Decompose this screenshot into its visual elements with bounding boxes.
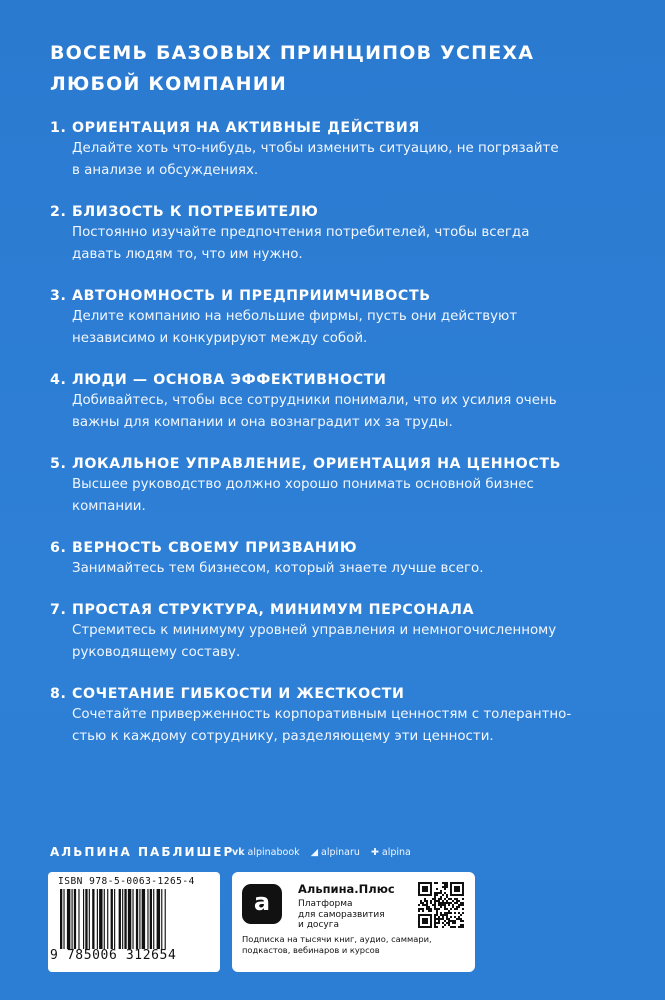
qr-module: [436, 908, 438, 910]
qr-module: [440, 898, 442, 900]
qr-module: [460, 902, 462, 904]
principle-text-line: компании.: [72, 499, 146, 514]
principle-text: [72, 306, 592, 350]
qr-module: [450, 920, 452, 922]
qr-module: [438, 892, 440, 894]
principle-text-line: Делайте хоть что-нибудь, чтобы изменить ситуацию, не погрязайте: [72, 141, 559, 156]
qr-module: [462, 902, 464, 904]
qr-module: [438, 898, 440, 900]
barcode-bar: [124, 889, 126, 949]
principle-6: [50, 538, 610, 580]
barcode-panel: [48, 872, 220, 972]
isbn-label: ISBN 978-5-0063-1265-4: [58, 876, 195, 887]
principle-title: 2. БЛИЗОСТЬ К ПОТРЕБИТЕЛЮ: [50, 204, 319, 220]
qr-module: [448, 910, 450, 912]
principle-text: [72, 620, 592, 664]
qr-module: [426, 904, 428, 906]
qr-module: [450, 916, 452, 918]
barcode-bar: [83, 889, 84, 949]
qr-module: [426, 900, 428, 902]
qr-module: [446, 922, 448, 924]
barcode-bar: [139, 889, 140, 949]
qr-module: [430, 882, 432, 896]
qr-module: [436, 894, 438, 896]
principle-text: [72, 390, 592, 434]
qr-module: [432, 898, 434, 900]
qr-module: [444, 904, 446, 906]
qr-module: [444, 882, 446, 884]
qr-module: [458, 906, 460, 908]
qr-module: [458, 926, 460, 928]
qr-module: [426, 906, 428, 908]
barcode-bar: [161, 889, 162, 949]
barcode-bar: [128, 889, 131, 949]
barcode-image: [60, 889, 210, 949]
qr-module: [434, 920, 436, 922]
barcode-bar: [107, 889, 108, 949]
barcode-bar: [67, 889, 70, 949]
principle-text-line: давать людям то, что им нужно.: [72, 247, 303, 262]
barcode-bar: [111, 889, 113, 949]
qr-module: [420, 908, 422, 910]
qr-code-icon[interactable]: [416, 880, 466, 930]
qr-module: [454, 920, 456, 922]
qr-module: [442, 904, 444, 906]
qr-module: [448, 920, 450, 922]
qr-module: [444, 888, 446, 890]
qr-module: [442, 918, 444, 920]
barcode-bar: [92, 889, 94, 949]
qr-module: [452, 926, 454, 928]
qr-module: [460, 918, 462, 920]
qr-module: [434, 926, 436, 928]
qr-module: [434, 902, 436, 904]
qr-module: [446, 894, 448, 896]
qr-module: [444, 884, 446, 886]
principle-text-line: в анализе и обсуждениях.: [72, 163, 259, 178]
qr-module: [444, 924, 446, 926]
qr-module: [418, 910, 420, 912]
qr-module: [436, 900, 438, 902]
barcode-bar: [142, 889, 145, 949]
qr-module: [420, 900, 422, 902]
principle-5: [50, 454, 610, 518]
qr-module: [462, 898, 464, 900]
qr-module: [454, 886, 460, 892]
qr-module: [426, 908, 428, 910]
barcode-bar: [122, 889, 123, 949]
social-link-plus[interactable]: [371, 847, 411, 858]
principle-text-line: Сочетайте приверженность корпоративным ценностям с толерантно-: [72, 707, 572, 722]
publisher-logo: АЛЬПИНА ПАБЛИШЕР: [50, 845, 235, 859]
barcode-bar: [104, 889, 105, 949]
qr-module: [418, 904, 420, 906]
qr-module: [430, 900, 432, 902]
qr-module: [442, 926, 444, 928]
social-link-vk[interactable]: [232, 847, 303, 858]
qr-module: [446, 912, 448, 914]
qr-module: [444, 908, 446, 910]
principle-text-line: Добивайтесь, чтобы все сотрудники понимали, что их усилия очень: [72, 393, 557, 408]
qr-module: [436, 892, 438, 894]
qr-module: [450, 908, 452, 910]
barcode-bar: [147, 889, 148, 949]
qr-module: [440, 892, 442, 894]
principle-2: [50, 202, 610, 266]
qr-module: [462, 908, 464, 910]
qr-module: [446, 914, 448, 916]
cover-heading-line-1: ВОСЕМЬ БАЗОВЫХ ПРИНЦИПОВ УСПЕХА: [50, 42, 535, 64]
qr-module: [428, 910, 430, 912]
qr-module: [444, 886, 446, 888]
qr-module: [422, 886, 428, 892]
qr-module: [440, 914, 442, 916]
principle-title: 8. СОЧЕТАНИЕ ГИБКОСТИ И ЖЕСТКОСТИ: [50, 686, 405, 702]
qr-module: [424, 904, 426, 906]
qr-module: [442, 914, 444, 916]
qr-module: [456, 906, 458, 908]
qr-module: [418, 926, 432, 928]
qr-module: [446, 900, 448, 902]
qr-module: [438, 900, 440, 902]
qr-module: [430, 914, 432, 928]
barcode-bar: [99, 889, 102, 949]
qr-module: [440, 906, 442, 908]
qr-module: [424, 900, 426, 902]
cover-heading: [50, 38, 570, 100]
qr-module: [436, 922, 438, 924]
qr-module: [460, 914, 462, 916]
qr-module: [458, 900, 460, 902]
qr-module: [450, 912, 452, 914]
vk-icon: vk: [232, 847, 245, 858]
principle-text-line: Занимайтесь тем бизнесом, который знаете лучше всего.: [72, 561, 484, 576]
qr-module: [462, 912, 464, 914]
qr-module: [434, 904, 436, 906]
barcode-bar: [97, 889, 98, 949]
qr-module: [450, 898, 452, 900]
qr-module: [446, 918, 448, 920]
qr-module: [460, 924, 462, 926]
qr-module: [448, 904, 450, 906]
principle-1: [50, 118, 610, 182]
promo-subtitle-line: Платформа: [298, 899, 353, 909]
qr-module: [440, 890, 442, 892]
plus-icon: ✚: [370, 847, 379, 858]
qr-module: [448, 898, 450, 900]
principle-title: 4. ЛЮДИ — ОСНОВА ЭФФЕКТИВНОСТИ: [50, 372, 387, 388]
qr-module: [448, 912, 450, 914]
qr-module: [428, 908, 430, 910]
qr-module: [448, 922, 450, 924]
qr-module: [438, 920, 440, 922]
qr-module: [456, 908, 458, 910]
principle-text: [72, 474, 592, 518]
qr-module: [444, 902, 446, 904]
social-label: alpina: [381, 847, 411, 858]
qr-module: [426, 902, 428, 904]
qr-module: [456, 900, 458, 902]
social-label: alpinaru: [321, 847, 360, 858]
qr-module: [434, 900, 436, 902]
qr-module: [460, 920, 462, 922]
principle-text: [72, 138, 592, 182]
qr-module: [436, 912, 438, 914]
barcode-bar: [89, 889, 90, 949]
barcode-bar: [114, 889, 115, 949]
qr-module: [440, 902, 442, 904]
barcode-bar: [60, 889, 62, 949]
promo-title: Альпина.Плюс: [298, 882, 395, 896]
qr-module: [448, 918, 450, 920]
qr-module: [418, 882, 420, 896]
qr-module: [440, 896, 442, 898]
principle-text-line: руководящему составу.: [72, 645, 241, 660]
qr-module: [434, 882, 436, 884]
promo-subtitle: [298, 899, 410, 931]
qr-module: [452, 922, 454, 924]
qr-module: [462, 904, 464, 906]
qr-module: [442, 882, 444, 884]
qr-module: [444, 892, 446, 894]
principle-title: 1. ОРИЕНТАЦИЯ НА АКТИВНЫЕ ДЕЙСТВИЯ: [50, 120, 420, 136]
principle-text-line: Постоянно изучайте предпочтения потребителей, чтобы всегда: [72, 225, 530, 240]
qr-module: [422, 902, 424, 904]
qr-module: [456, 918, 458, 920]
qr-module: [438, 918, 440, 920]
qr-module: [422, 910, 424, 912]
qr-module: [446, 886, 448, 888]
qr-module: [450, 902, 452, 904]
principle-title: 6. ВЕРНОСТЬ СВОЕМУ ПРИЗВАНИЮ: [50, 540, 358, 556]
qr-module: [436, 914, 438, 916]
qr-module: [434, 898, 436, 900]
qr-module: [452, 906, 454, 908]
qr-module: [454, 912, 456, 914]
qr-module: [442, 886, 444, 888]
qr-module: [450, 894, 464, 896]
qr-module: [418, 882, 432, 884]
qr-module: [450, 882, 452, 896]
barcode-bar: [150, 889, 152, 949]
principle-4: [50, 370, 610, 434]
barcode-digits: 9 785006 312654: [50, 948, 177, 963]
qr-module: [458, 912, 460, 914]
barcode-bar: [165, 889, 166, 949]
qr-module: [444, 906, 446, 908]
qr-module: [458, 918, 460, 920]
qr-module: [434, 918, 436, 920]
qr-module: [424, 898, 426, 900]
qr-module: [438, 902, 440, 904]
qr-module: [446, 882, 448, 884]
qr-module: [446, 896, 448, 898]
qr-module: [434, 894, 436, 896]
qr-module: [446, 902, 448, 904]
qr-module: [454, 902, 456, 904]
qr-module: [454, 926, 456, 928]
principle-text-line: стью к каждому сотруднику, разделяющему эти ценности.: [72, 729, 494, 744]
principle-title: 5. ЛОКАЛЬНОЕ УПРАВЛЕНИЕ, ОРИЕНТАЦИЯ НА ЦЕННОСТЬ: [50, 456, 562, 472]
qr-module: [462, 924, 464, 926]
qr-module: [442, 922, 444, 924]
qr-module: [458, 916, 460, 918]
qr-module: [462, 926, 464, 928]
qr-module: [430, 910, 432, 912]
qr-module: [434, 906, 436, 908]
qr-module: [434, 914, 436, 916]
promo-note-line: подкастов, вебинаров и курсов: [242, 945, 380, 955]
qr-module: [430, 902, 432, 904]
qr-module: [460, 926, 462, 928]
qr-module: [454, 916, 456, 918]
qr-module: [452, 904, 454, 906]
principle-text-line: Высшее руководство должно хорошо понимать основной бизнес: [72, 477, 534, 492]
principle-7: [50, 600, 610, 664]
qr-module: [438, 922, 440, 924]
telegram-icon: ◢: [310, 847, 318, 858]
barcode-bar: [157, 889, 160, 949]
qr-module: [450, 882, 464, 884]
barcode-bar: [78, 889, 79, 949]
qr-module: [462, 920, 464, 922]
qr-module: [448, 902, 450, 904]
qr-module: [418, 894, 432, 896]
qr-module: [438, 904, 440, 906]
qr-module: [418, 914, 432, 916]
qr-module: [440, 918, 442, 920]
promo-subtitle-line: и досуга: [298, 920, 339, 930]
qr-module: [430, 908, 432, 910]
social-label: alpinabook: [247, 847, 300, 858]
qr-module: [434, 916, 436, 918]
qr-module: [432, 904, 434, 906]
qr-module: [434, 922, 436, 924]
principle-3: [50, 286, 610, 350]
qr-module: [442, 900, 444, 902]
barcode-bar: [132, 889, 133, 949]
social-links: [232, 847, 419, 858]
qr-module: [454, 898, 456, 900]
alpina-plus-promo: [232, 872, 475, 972]
principle-text: [72, 222, 592, 266]
barcode-bar: [72, 889, 73, 949]
principle-title: 7. ПРОСТАЯ СТРУКТУРА, МИНИМУМ ПЕРСОНАЛА: [50, 602, 475, 618]
qr-module: [428, 906, 430, 908]
qr-module: [442, 902, 444, 904]
qr-module: [434, 908, 436, 910]
principle-8: [50, 684, 610, 748]
promo-subtitle-line: для саморазвития: [298, 909, 385, 920]
barcode-bar: [153, 889, 154, 949]
barcode-bar: [74, 889, 76, 949]
qr-module: [444, 912, 446, 914]
qr-module: [436, 918, 438, 920]
qr-module: [422, 904, 424, 906]
qr-module: [456, 902, 458, 904]
principle-text: [72, 704, 592, 748]
app-icon-letter: a: [253, 888, 271, 916]
qr-module: [452, 900, 454, 902]
cover-heading-line-2: ЛЮБОЙ КОМПАНИИ: [50, 73, 287, 95]
barcode-bar: [136, 889, 138, 949]
qr-module: [434, 896, 436, 898]
qr-module: [452, 920, 454, 922]
promo-note-line: Подписка на тысячи книг, аудио, саммари,: [242, 934, 432, 944]
qr-module: [454, 922, 456, 924]
principle-text-line: важны для компании и она вознаградит их за труды.: [72, 415, 453, 430]
qr-module: [442, 916, 444, 918]
qr-module: [422, 918, 428, 924]
principle-text-line: Стремитесь к минимуму уровней управления и немногочисленному: [72, 623, 557, 638]
qr-module: [420, 902, 422, 904]
principle-title: 3. АВТОНОМНОСТЬ И ПРЕДПРИИМЧИВОСТЬ: [50, 288, 431, 304]
qr-module: [444, 898, 446, 900]
qr-module: [460, 904, 462, 906]
qr-module: [454, 908, 456, 910]
qr-module: [436, 882, 438, 884]
qr-module: [434, 892, 436, 894]
qr-module: [446, 908, 448, 910]
social-link-telegram[interactable]: [311, 847, 363, 858]
qr-module: [444, 920, 446, 922]
qr-module: [418, 914, 420, 928]
alpina-app-icon: [242, 884, 282, 924]
qr-module: [450, 926, 452, 928]
principle-text-line: Делите компанию на небольшие фирмы, пусть они действуют: [72, 309, 518, 324]
qr-module: [444, 914, 446, 916]
qr-module: [436, 888, 438, 890]
barcode-bar: [63, 889, 64, 949]
qr-module: [436, 910, 438, 912]
promo-note: [242, 934, 467, 956]
qr-module: [438, 908, 440, 910]
qr-module: [422, 908, 424, 910]
qr-module: [458, 904, 460, 906]
qr-module: [418, 908, 420, 910]
qr-module: [434, 924, 436, 926]
qr-module: [436, 926, 438, 928]
qr-module: [438, 916, 440, 918]
principle-text: [72, 558, 592, 580]
qr-module: [446, 916, 448, 918]
qr-module: [462, 882, 464, 896]
qr-module: [440, 904, 442, 906]
qr-module: [456, 898, 458, 900]
qr-module: [446, 884, 448, 886]
barcode-bar: [119, 889, 121, 949]
principle-text-line: независимо и конкурируют между собой.: [72, 331, 368, 346]
barcode-bar: [85, 889, 87, 949]
qr-module: [440, 912, 442, 914]
qr-module: [442, 894, 444, 896]
qr-module: [448, 924, 450, 926]
